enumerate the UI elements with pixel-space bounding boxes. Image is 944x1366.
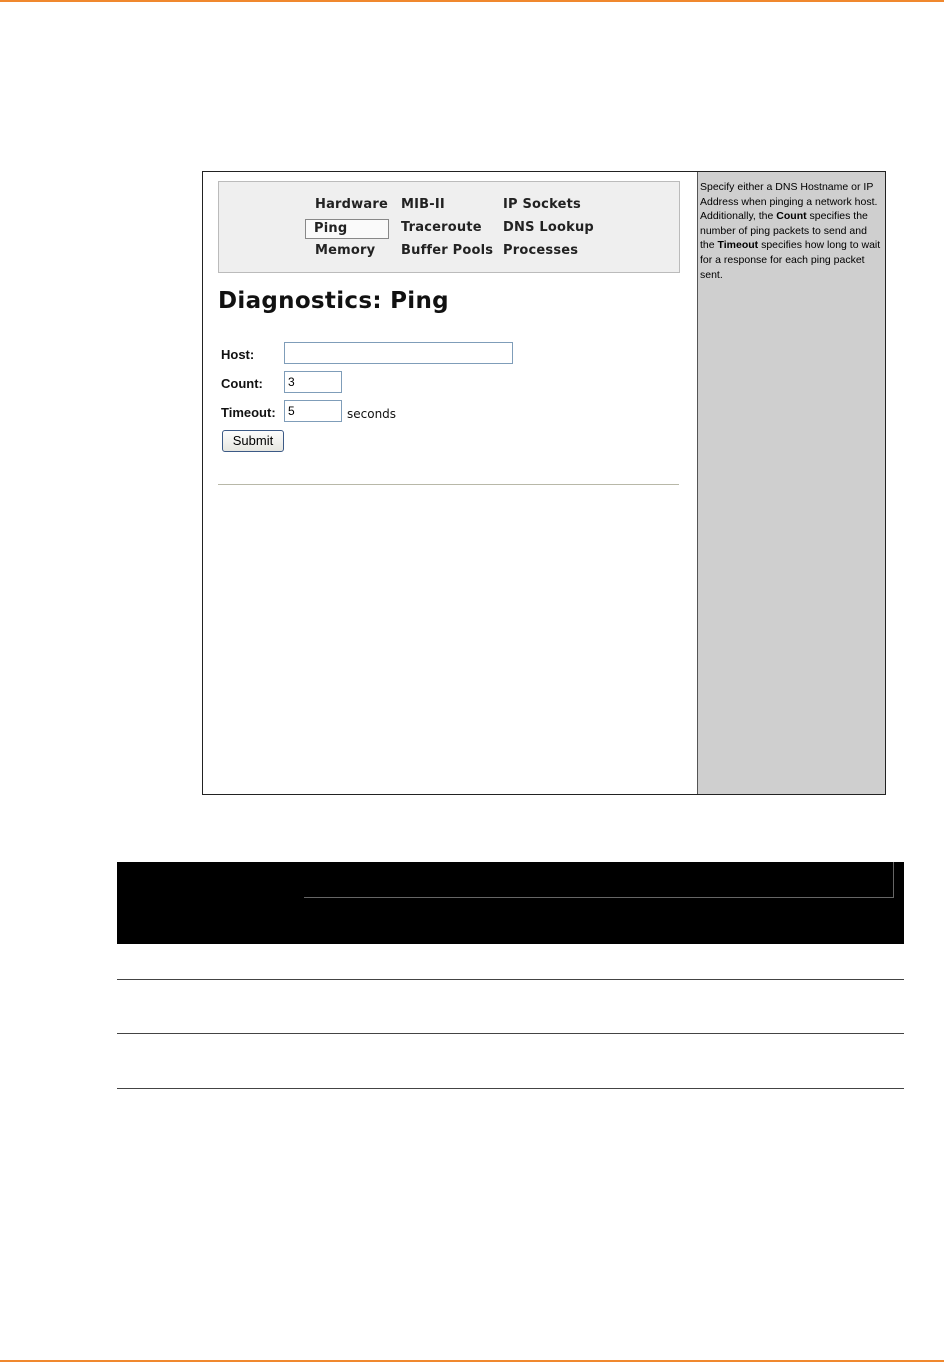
help-text-3: specifies how long to wait for a response for each ping packet sent. (700, 239, 881, 281)
host-label: Host: (221, 347, 255, 362)
table-header-edge (304, 862, 894, 898)
timeout-label: Timeout: (221, 405, 276, 420)
bottom-accent-rule (0, 1360, 944, 1362)
main-content (203, 172, 697, 794)
top-accent-rule (0, 0, 944, 2)
menu-item-dns-lookup[interactable]: DNS Lookup (503, 220, 594, 235)
help-text-count: Count (776, 210, 807, 223)
page-title: Diagnostics: Ping (218, 288, 449, 314)
host-input[interactable] (284, 342, 513, 364)
menu-item-mib-ii[interactable]: MIB-II (401, 197, 445, 212)
menu-item-ping[interactable]: Ping (305, 219, 389, 239)
table-row-divider (117, 1033, 904, 1034)
help-text-2: specifies the number of ping packets to send and the (700, 210, 868, 252)
table-row-divider (117, 979, 904, 980)
help-text-1: Specify either a DNS Hostname or IP Address when pinging a network host. Additionally, the (700, 181, 878, 223)
timeout-units: seconds (347, 407, 397, 421)
submit-button[interactable]: Submit (222, 430, 284, 452)
menu-item-traceroute[interactable]: Traceroute (401, 220, 482, 235)
help-text-timeout: Timeout (717, 239, 759, 252)
menu-item-processes[interactable]: Processes (503, 243, 579, 258)
embedded-screenshot (202, 171, 886, 795)
timeout-input[interactable] (284, 400, 342, 422)
count-input[interactable] (284, 371, 342, 393)
menu-item-buffer-pools[interactable]: Buffer Pools (401, 243, 494, 258)
help-panel (697, 172, 885, 794)
table-row-divider (117, 1088, 904, 1089)
diagnostics-menu (218, 181, 680, 273)
menu-item-ip-sockets[interactable]: IP Sockets (503, 197, 581, 212)
results-divider (218, 484, 679, 485)
menu-item-hardware[interactable]: Hardware (315, 197, 388, 212)
count-label: Count: (221, 376, 263, 391)
menu-item-memory[interactable]: Memory (315, 243, 376, 258)
